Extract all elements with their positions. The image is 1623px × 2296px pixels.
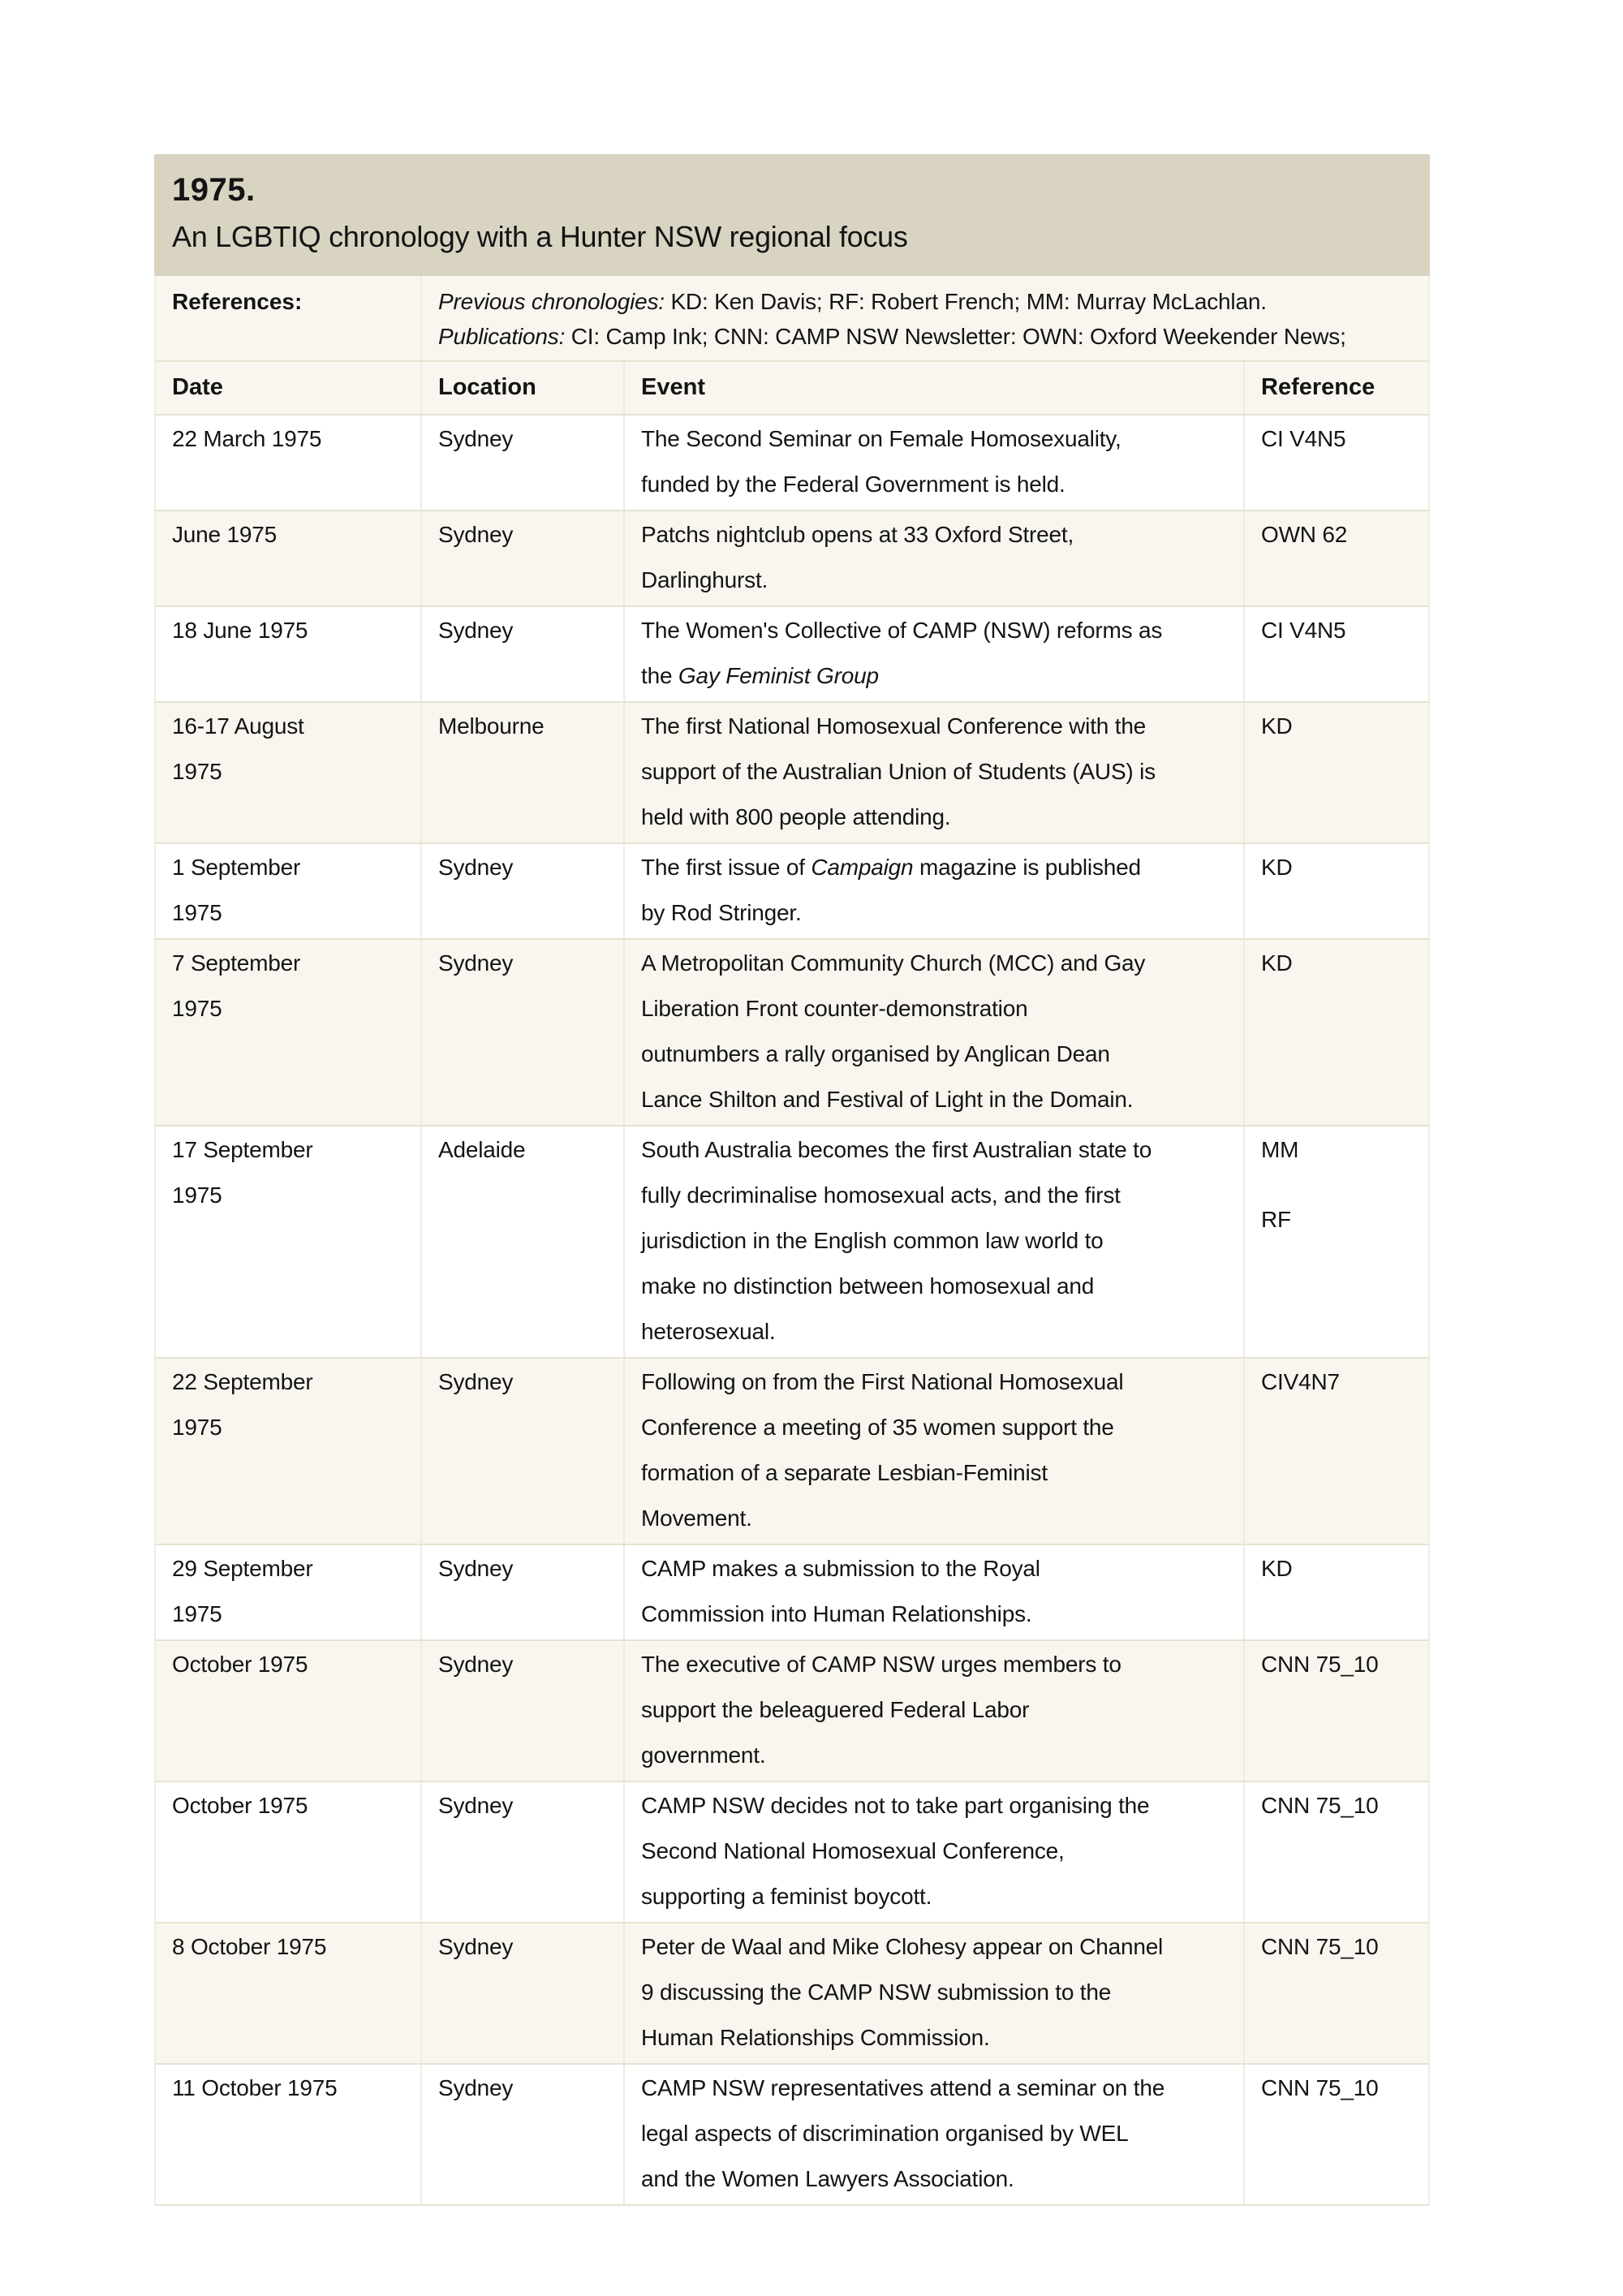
event-cell	[625, 940, 1245, 1125]
location-cell	[422, 1641, 625, 1781]
table-row	[154, 940, 1430, 1126]
text-run: heterosexual.	[641, 1319, 776, 1344]
text-run: Commission into Human Relationships.	[641, 1601, 1032, 1626]
event-line	[641, 1592, 1227, 1637]
reference-line: CNN 75_10	[1261, 2075, 1379, 2100]
text-run: Lance Shilton and Festival of Light in the Domain.	[641, 1087, 1134, 1112]
table-body	[154, 416, 1430, 2206]
event-line	[641, 416, 1227, 462]
text-run: government.	[641, 1742, 766, 1768]
event-cell	[625, 1641, 1245, 1781]
date-cell	[156, 416, 422, 510]
page-subtitle: An LGBTIQ chronology with a Hunter NSW regional focus	[172, 220, 908, 253]
date-cell	[156, 1126, 422, 1357]
event-line	[641, 1829, 1227, 1874]
reference-line: KD	[1261, 1556, 1293, 1581]
date-cell	[156, 703, 422, 842]
location-text: Sydney	[438, 1934, 514, 1959]
table-row	[154, 703, 1430, 844]
reference-line: KD	[1261, 713, 1293, 739]
location-text: Sydney	[438, 1793, 514, 1818]
table-row	[154, 1641, 1430, 1782]
text-run: Liberation Front counter-demonstration	[641, 996, 1028, 1021]
table-row	[154, 511, 1430, 607]
date-line: 7 September	[172, 950, 301, 976]
reference-cell	[1245, 1545, 1428, 1639]
location-cell	[422, 1126, 625, 1357]
table-row	[154, 416, 1430, 511]
reference-line: CI V4N5	[1261, 618, 1346, 643]
event-line	[641, 1032, 1227, 1077]
location-text: Adelaide	[438, 1137, 526, 1162]
date-line: 1975	[172, 1415, 222, 1440]
text-run: magazine is published	[913, 855, 1141, 880]
reference-cell	[1245, 607, 1428, 701]
text-run: the	[641, 663, 678, 688]
date-line: October 1975	[172, 1793, 308, 1818]
event-line	[641, 1874, 1227, 1919]
table-row	[154, 844, 1430, 940]
italic-text-run: Campaign	[811, 855, 914, 880]
location-text: Melbourne	[438, 713, 545, 739]
reference-line: CNN 75_10	[1261, 1934, 1379, 1959]
text-run: legal aspects of discrimination organised by WEL	[641, 2121, 1129, 2146]
event-line	[641, 1733, 1227, 1778]
references-line-publications	[438, 319, 1412, 354]
event-line	[641, 1173, 1227, 1218]
location-text: Sydney	[438, 1556, 514, 1581]
text-run: jurisdiction in the English common law world to	[641, 1228, 1104, 1253]
location-text: Sydney	[438, 2075, 514, 2100]
date-line: 18 June 1975	[172, 618, 308, 643]
reference-line: MM	[1261, 1137, 1299, 1162]
event-line	[641, 1077, 1227, 1122]
publications-rest: CI: Camp Ink; CNN: CAMP NSW Newsletter: OWN: Oxford Weekender News;	[565, 324, 1346, 349]
date-line: 1975	[172, 1182, 222, 1208]
event-line	[641, 1127, 1227, 1173]
event-line	[641, 653, 1227, 699]
location-text: Sydney	[438, 855, 514, 880]
chronologies-lead: Previous chronologies:	[438, 289, 665, 314]
location-text: Sydney	[438, 426, 514, 451]
text-run: Following on from the First National Homosexual	[641, 1369, 1124, 1394]
reference-cell	[1245, 511, 1428, 605]
event-line	[641, 941, 1227, 986]
text-run: The Women's Collective of CAMP (NSW) reforms as	[641, 618, 1163, 643]
text-run: outnumbers a rally organised by Anglican Dean	[641, 1041, 1110, 1066]
location-cell	[422, 844, 625, 938]
event-line	[641, 1924, 1227, 1970]
event-line	[641, 1264, 1227, 1309]
date-cell	[156, 844, 422, 938]
reference-cell	[1245, 1359, 1428, 1544]
event-line	[641, 2015, 1227, 2061]
location-cell	[422, 940, 625, 1125]
table-header-row	[154, 362, 1430, 416]
location-cell	[422, 416, 625, 510]
location-text: Sydney	[438, 950, 514, 976]
text-run: CAMP NSW representatives attend a seminar on the	[641, 2075, 1165, 2100]
text-run: and the Women Lawyers Association.	[641, 2166, 1014, 2191]
table-row	[154, 1923, 1430, 2065]
event-line	[641, 1642, 1227, 1687]
event-line	[641, 558, 1227, 603]
text-run: Peter de Waal and Mike Clohesy appear on Channel	[641, 1934, 1164, 1959]
event-line	[641, 608, 1227, 653]
date-cell	[156, 511, 422, 605]
event-line	[641, 1687, 1227, 1733]
text-run: funded by the Federal Government is held.	[641, 472, 1065, 497]
reference-cell	[1245, 416, 1428, 510]
reference-cell	[1245, 2065, 1428, 2204]
column-header-reference: Reference	[1261, 374, 1375, 400]
event-line	[641, 795, 1227, 840]
date-line: 17 September	[172, 1137, 313, 1162]
event-cell	[625, 1782, 1245, 1922]
text-run: South Australia becomes the first Australian state to	[641, 1137, 1152, 1162]
date-cell	[156, 1359, 422, 1544]
text-run: Darlinghurst.	[641, 567, 768, 592]
location-cell	[422, 1782, 625, 1922]
event-line	[641, 1309, 1227, 1355]
page-title: 1975.	[172, 172, 256, 208]
column-header-location: Location	[422, 362, 625, 414]
date-cell	[156, 1923, 422, 2063]
title-band	[154, 154, 1430, 276]
location-text: Sydney	[438, 522, 514, 547]
event-line	[641, 1970, 1227, 2015]
location-cell	[422, 607, 625, 701]
location-text: Sydney	[438, 1369, 514, 1394]
event-line	[641, 1405, 1227, 1450]
text-run: fully decriminalise homosexual acts, and the first	[641, 1182, 1121, 1208]
references-label: References:	[156, 276, 422, 360]
location-cell	[422, 511, 625, 605]
date-line: 22 March 1975	[172, 426, 322, 451]
references-line-chronologies	[438, 284, 1412, 319]
text-run: The Second Seminar on Female Homosexuality,	[641, 426, 1121, 451]
event-line	[641, 1546, 1227, 1592]
event-cell	[625, 1545, 1245, 1639]
table-row	[154, 1782, 1430, 1923]
reference-cell	[1245, 1782, 1428, 1922]
table-row	[154, 1545, 1430, 1641]
event-line	[641, 2111, 1227, 2156]
event-line	[641, 512, 1227, 558]
event-line	[641, 704, 1227, 749]
reference-line: KD	[1261, 950, 1293, 976]
event-cell	[625, 1359, 1245, 1544]
event-line	[641, 749, 1227, 795]
event-cell	[625, 511, 1245, 605]
text-run: 9 discussing the CAMP NSW submission to the	[641, 1979, 1112, 2005]
date-line: 8 October 1975	[172, 1934, 327, 1959]
date-line: 1975	[172, 996, 222, 1021]
event-line	[641, 986, 1227, 1032]
text-run: held with 800 people attending.	[641, 804, 951, 829]
event-line	[641, 462, 1227, 507]
location-cell	[422, 2065, 625, 2204]
date-line: 11 October 1975	[172, 2075, 338, 2100]
event-line	[641, 1359, 1227, 1405]
table-row	[154, 607, 1430, 703]
text-run: Human Relationships Commission.	[641, 2025, 990, 2050]
text-run: A Metropolitan Community Church (MCC) and Gay	[641, 950, 1146, 976]
italic-text-run: Gay Feminist Group	[678, 663, 879, 688]
table-row	[154, 1126, 1430, 1359]
event-line	[641, 1783, 1227, 1829]
location-cell	[422, 1545, 625, 1639]
date-cell	[156, 2065, 422, 2204]
column-header-event: Event	[625, 362, 1245, 414]
date-line: 1975	[172, 900, 222, 925]
text-run: Movement.	[641, 1506, 752, 1531]
date-line: 22 September	[172, 1369, 313, 1394]
references-text	[422, 276, 1428, 360]
event-line	[641, 890, 1227, 936]
event-cell	[625, 2065, 1245, 2204]
text-run: The executive of CAMP NSW urges members to	[641, 1652, 1121, 1677]
text-run: Patchs nightclub opens at 33 Oxford Street,	[641, 522, 1074, 547]
date-line: 1975	[172, 759, 222, 784]
reference-cell	[1245, 844, 1428, 938]
reference-line: CNN 75_10	[1261, 1652, 1379, 1677]
text-run: Second National Homosexual Conference,	[641, 1838, 1065, 1863]
event-cell	[625, 607, 1245, 701]
event-cell	[625, 703, 1245, 842]
reference-cell	[1245, 940, 1428, 1125]
reference-line: KD	[1261, 855, 1293, 880]
publications-lead: Publications:	[438, 324, 566, 349]
event-cell	[625, 1126, 1245, 1357]
reference-line: RF	[1261, 1207, 1291, 1232]
date-cell	[156, 607, 422, 701]
date-cell	[156, 1641, 422, 1781]
table-row	[154, 1359, 1430, 1545]
document	[154, 154, 1430, 2206]
location-cell	[422, 1923, 625, 2063]
date-cell	[156, 940, 422, 1125]
text-run: formation of a separate Lesbian-Feminist	[641, 1460, 1048, 1485]
reference-cell	[1245, 1641, 1428, 1781]
text-run: The first National Homosexual Conference with the	[641, 713, 1147, 739]
event-line	[641, 2066, 1227, 2111]
event-line	[641, 2156, 1227, 2202]
date-line: 1975	[172, 1601, 222, 1626]
text-run: CAMP NSW decides not to take part organising the	[641, 1793, 1150, 1818]
reference-line: OWN 62	[1261, 522, 1348, 547]
reference-cell	[1245, 1923, 1428, 2063]
chronologies-rest: KD: Ken Davis; RF: Robert French; MM: Murray McLachlan.	[664, 289, 1267, 314]
reference-cell	[1245, 703, 1428, 842]
event-line	[641, 1450, 1227, 1496]
event-cell	[625, 416, 1245, 510]
location-cell	[422, 703, 625, 842]
reference-cell	[1245, 1126, 1428, 1357]
text-run: make no distinction between homosexual and	[641, 1273, 1095, 1299]
reference-line: CIV4N7	[1261, 1369, 1340, 1394]
table-row	[154, 2065, 1430, 2206]
location-cell	[422, 1359, 625, 1544]
event-cell	[625, 844, 1245, 938]
date-cell	[156, 1782, 422, 1922]
date-line: June 1975	[172, 522, 277, 547]
references-row	[154, 276, 1430, 362]
event-line	[641, 845, 1227, 890]
date-line: 16-17 August	[172, 713, 304, 739]
location-text: Sydney	[438, 1652, 514, 1677]
text-run: supporting a feminist boycott.	[641, 1884, 932, 1909]
date-cell	[156, 1545, 422, 1639]
text-run: by Rod Stringer.	[641, 900, 802, 925]
column-header-date: Date	[156, 362, 422, 414]
text-run: support of the Australian Union of Students (AUS) is	[641, 759, 1156, 784]
date-line: October 1975	[172, 1652, 308, 1677]
event-cell	[625, 1923, 1245, 2063]
event-line	[641, 1496, 1227, 1541]
reference-line: CNN 75_10	[1261, 1793, 1379, 1818]
text-run: Conference a meeting of 35 women support the	[641, 1415, 1114, 1440]
location-text: Sydney	[438, 618, 514, 643]
reference-line: CI V4N5	[1261, 426, 1346, 451]
text-run: support the beleaguered Federal Labor	[641, 1697, 1030, 1722]
date-line: 29 September	[172, 1556, 313, 1581]
text-run: The first issue of	[641, 855, 812, 880]
event-line	[641, 1218, 1227, 1264]
date-line: 1 September	[172, 855, 301, 880]
text-run: CAMP makes a submission to the Royal	[641, 1556, 1040, 1581]
